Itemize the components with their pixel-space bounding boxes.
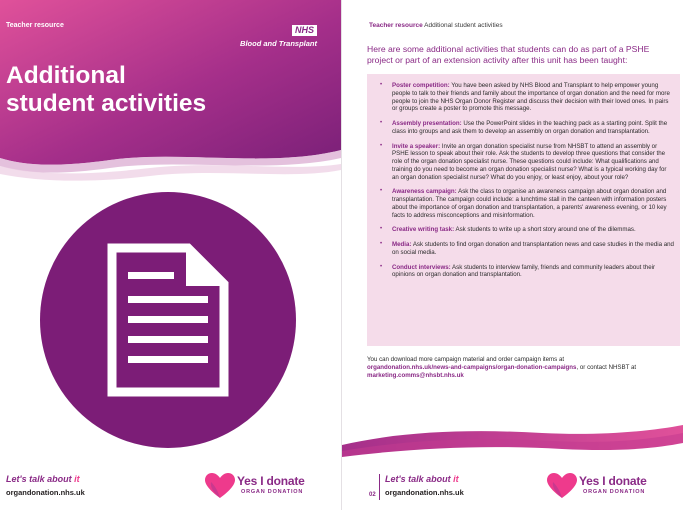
download-info: You can download more campaign material and order campaign items at organdonation.nhs.uk/news-and-campaigns/organ-donation-campaigns, or contact NHSBT at marketing.comms@nhsbt.nhs.uk [367, 356, 637, 380]
campaigns-link[interactable]: organdonation.nhs.uk/news-and-campaigns/organ-donation-campaigns [367, 364, 577, 372]
left-page [0, 0, 341, 510]
nhs-blood-and-transplant-logo [240, 20, 317, 48]
nhs-logo-org: Blood and Transplant [240, 39, 317, 48]
yes-i-donate-logo [205, 473, 317, 499]
right-page [342, 0, 683, 510]
page-title-line2: student activities [6, 90, 207, 117]
organ-donation-wordmark: ORGAN DONATION [583, 489, 646, 495]
activities-panel [367, 74, 680, 346]
yes-i-donate-logo [547, 473, 659, 499]
hero-band [0, 0, 341, 185]
yes-i-donate-wordmark: Yes I donate [237, 474, 305, 488]
lets-talk-tagline: Let's talk about it [385, 474, 459, 484]
nhs-logo-box: NHS [292, 25, 317, 36]
activity-invite-speaker: • Invite a speaker: Invite an organ donation specialist nurse from NHSBT to attend an assembly or PSHE lesson to speak about their role. Ask the students to develop three questions that consider the role of the organ donation specialist nurse. These questions could include: What qualifications and training do you need to become an organ donation specialist nurse? What is a typical working day for an organ donation specialist nurse? What do you enjoy, or least enjoy, about your role? [378, 143, 674, 182]
activity-media: • Media: Ask students to find organ donation and transplantation news and case studies in the media and on social media. [378, 241, 674, 257]
left-footer [0, 470, 341, 510]
lets-talk-tagline: Let's talk about it [6, 474, 80, 484]
activities-list [378, 82, 674, 286]
right-wave-band [342, 423, 683, 473]
yes-i-donate-wordmark: Yes I donate [579, 474, 647, 488]
activity-awareness-campaign: • Awareness campaign: Ask the class to organise an awareness campaign about organ donation and transplantation. The campaign could include: a lunchtime stall in the canteen with information posters about the importance of organ donation and transplantation, a parents' awareness evening, or 10 key facts to address misconceptions and misinformation. [378, 188, 674, 219]
marketing-email-link[interactable]: marketing.comms@nhsbt.nhs.uk [367, 372, 464, 380]
heart-icon [547, 473, 577, 499]
page-title-line1: Additional [6, 62, 126, 89]
activity-assembly-presentation: • Assembly presentation: Use the PowerPoint slides in the teaching pack as a starting point. Split the class into groups and ask them to develop an assembly on organ donation and transplantation. [378, 120, 674, 136]
activity-poster-competition: • Poster competition: You have been asked by NHS Blood and Transplant to help empower young people to talk to their friends and family about the importance of organ donation and the need for more people to join the NHS Organ Donor Register and discuss their decision with their loved ones. In pairs or groups create a poster to promote this message. [378, 82, 674, 113]
teacher-resource-label: Teacher resource [6, 22, 64, 29]
organ-donation-wordmark: ORGAN DONATION [241, 489, 304, 495]
wave-decoration [342, 423, 683, 473]
heart-icon [205, 473, 235, 499]
document-icon [40, 192, 296, 448]
activity-conduct-interviews: • Conduct interviews: Ask students to interview family, friends and community leaders about their opinions on organ donation and transplantation. [378, 264, 674, 280]
running-header: Teacher resource Additional student activities [369, 22, 503, 29]
intro-paragraph: Here are some additional activities that students can do as part of a PSHE project or part of an extension activity after this unit has been taught: [367, 44, 650, 65]
activity-creative-writing: • Creative writing task: Ask students to write up a short story around one of the dilemmas. [378, 226, 674, 234]
document-icon-circle [40, 192, 296, 448]
page-title [6, 62, 306, 118]
footer-url[interactable]: organdonation.nhs.uk [6, 488, 85, 497]
footer-url[interactable]: organdonation.nhs.uk [385, 488, 464, 497]
right-footer [342, 470, 683, 510]
page-number: 02 [369, 492, 376, 498]
footer-separator [379, 474, 380, 500]
